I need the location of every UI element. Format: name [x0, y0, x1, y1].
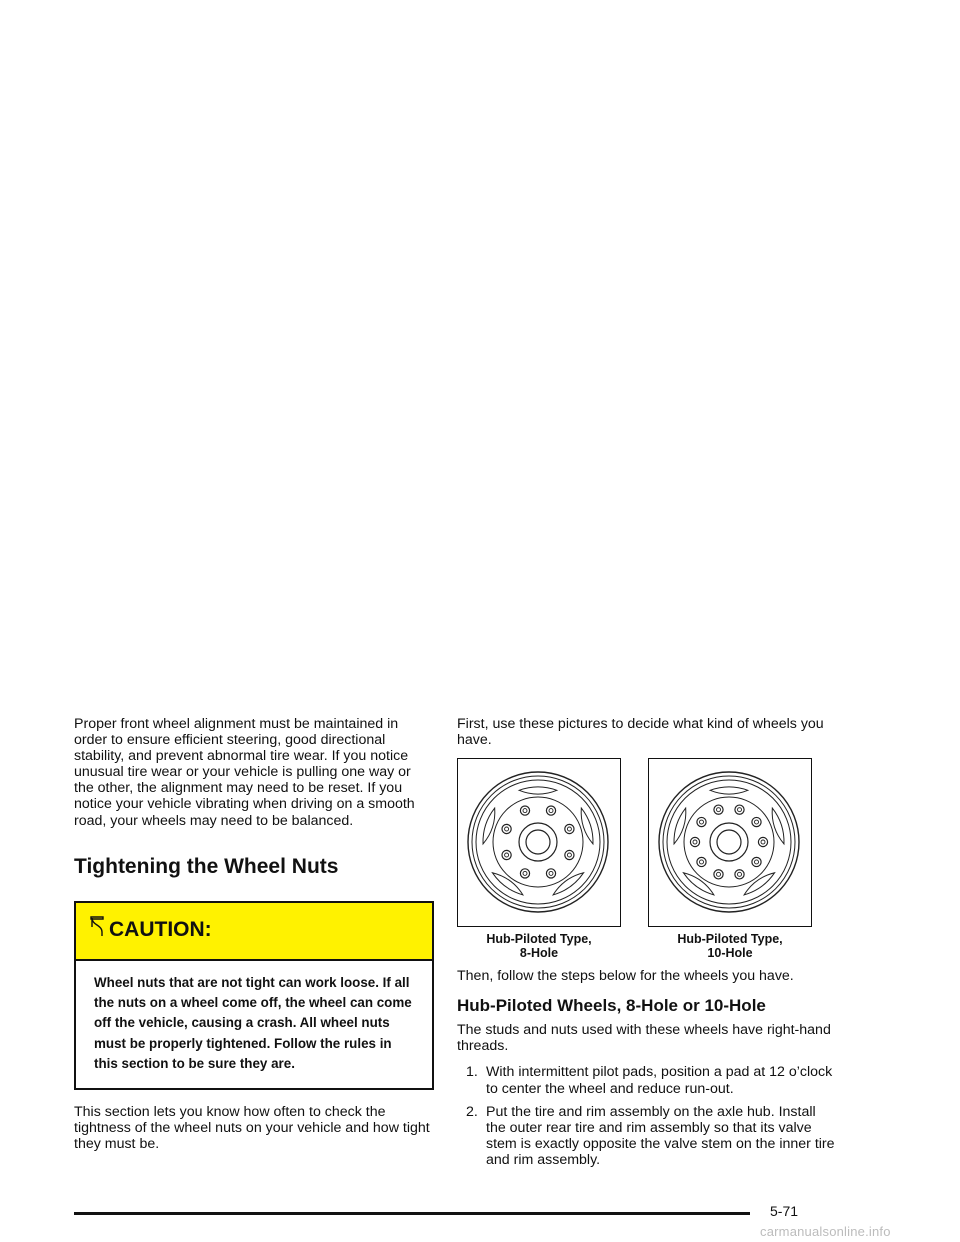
- figure-10-hole: [648, 758, 812, 960]
- vent-cutout: [519, 787, 557, 794]
- stud-hole: [697, 858, 706, 867]
- stud-hole: [714, 805, 723, 814]
- figure-caption: Hub-Piloted Type, 8-Hole: [486, 932, 592, 961]
- step-number: 1.: [466, 1064, 478, 1081]
- caution-title: CAUTION:: [109, 917, 212, 941]
- rim-edge: [663, 776, 795, 908]
- disc-face: [493, 797, 583, 887]
- stud-hole: [758, 838, 767, 847]
- steps-intro-paragraph: Then, follow the steps below for the wheels you have.: [457, 968, 794, 985]
- figure-caption: Hub-Piloted Type, 10-Hole: [677, 932, 783, 961]
- stud-hole: [690, 838, 699, 847]
- wheel-type-intro-paragraph: First, use these pictures to decide what kind of wheels you have.: [457, 716, 824, 749]
- stud-hole: [697, 818, 706, 827]
- hub-bore-inner: [526, 830, 550, 854]
- figure-8-hole: [457, 758, 621, 960]
- rim-inner-edge: [476, 780, 600, 904]
- wheel-figures: [457, 758, 837, 968]
- caution-header: [76, 903, 432, 961]
- watermark: carmanualsonline.info: [760, 1224, 891, 1239]
- wheel-10-hole-illustration: [648, 758, 812, 927]
- section-heading: Tightening the Wheel Nuts: [74, 854, 339, 878]
- list-item: [457, 1104, 837, 1168]
- caution-box: [74, 901, 434, 1090]
- step-text: Put the tire and rim assembly on the axle hub. Install the outer rear tire and rim assembly so that its valve stem is exactly opposite the valve stem on the inner tire and rim assembly.: [486, 1103, 835, 1168]
- stud-hole: [752, 858, 761, 867]
- step-text: With intermittent pilot pads, position a pad at 12 o’clock to center the wheel and reduce run-out.: [486, 1064, 833, 1097]
- stud-hole: [520, 806, 529, 815]
- stud-hole: [735, 805, 744, 814]
- rim-inner-edge: [667, 780, 791, 904]
- tire-outer-ring: [659, 772, 799, 912]
- stud-hole: [565, 851, 574, 860]
- steps-list: [457, 1064, 837, 1168]
- thread-paragraph: The studs and nuts used with these wheels have right-hand threads.: [457, 1022, 831, 1055]
- hub-bore-inner: [717, 830, 741, 854]
- stud-hole: [502, 851, 511, 860]
- stud-hole: [752, 818, 761, 827]
- stud-hole: [502, 825, 511, 834]
- sub-heading: Hub-Piloted Wheels, 8-Hole or 10-Hole: [457, 996, 766, 1016]
- page-number: 5-71: [770, 1203, 799, 1219]
- vent-cutout: [683, 873, 714, 895]
- stud-hole: [546, 806, 555, 815]
- footer-rule: [74, 1212, 750, 1215]
- tire-outer-ring: [468, 772, 608, 912]
- wheel-nut-intro-paragraph: This section lets you know how often to check the tightness of the wheel nuts on your vehicle and how tight they must be.: [74, 1104, 430, 1153]
- rim-edge: [472, 776, 604, 908]
- vent-cutout: [492, 873, 523, 895]
- caution-body: Wheel nuts that are not tight can work loose. If all the nuts on a wheel come off, the wheel can come off the vehicle, causing a crash. All wheel nuts must be properly tightened. Follow the rules in this section to be sure they are.: [94, 974, 412, 1071]
- warning-triangle-icon: [88, 915, 106, 937]
- stud-hole: [546, 869, 555, 878]
- left-column: [74, 716, 432, 1152]
- wheel-8-hole-illustration: [457, 758, 621, 927]
- step-number: 2.: [466, 1103, 478, 1120]
- vent-cutout: [744, 873, 775, 895]
- intro-paragraph: Proper front wheel alignment must be maintained in order to ensure efficient steering, good directional stability, and prevent abnormal tire wear. If you notice unusual tire wear or your vehicle is pulling one way or the other, the alignment may need to be reset. If you notice your vehicle vibrating when driving on a smooth road, your wheels may need to be balanced.: [74, 716, 415, 829]
- hub-bore-outer: [710, 823, 748, 861]
- hub-bore-outer: [519, 823, 557, 861]
- stud-hole: [735, 870, 744, 879]
- vent-cutout: [553, 873, 584, 895]
- list-item: [457, 1064, 837, 1096]
- vent-cutout: [710, 787, 748, 794]
- stud-hole: [714, 870, 723, 879]
- stud-hole: [565, 825, 574, 834]
- stud-hole: [520, 869, 529, 878]
- right-column: [457, 716, 837, 1175]
